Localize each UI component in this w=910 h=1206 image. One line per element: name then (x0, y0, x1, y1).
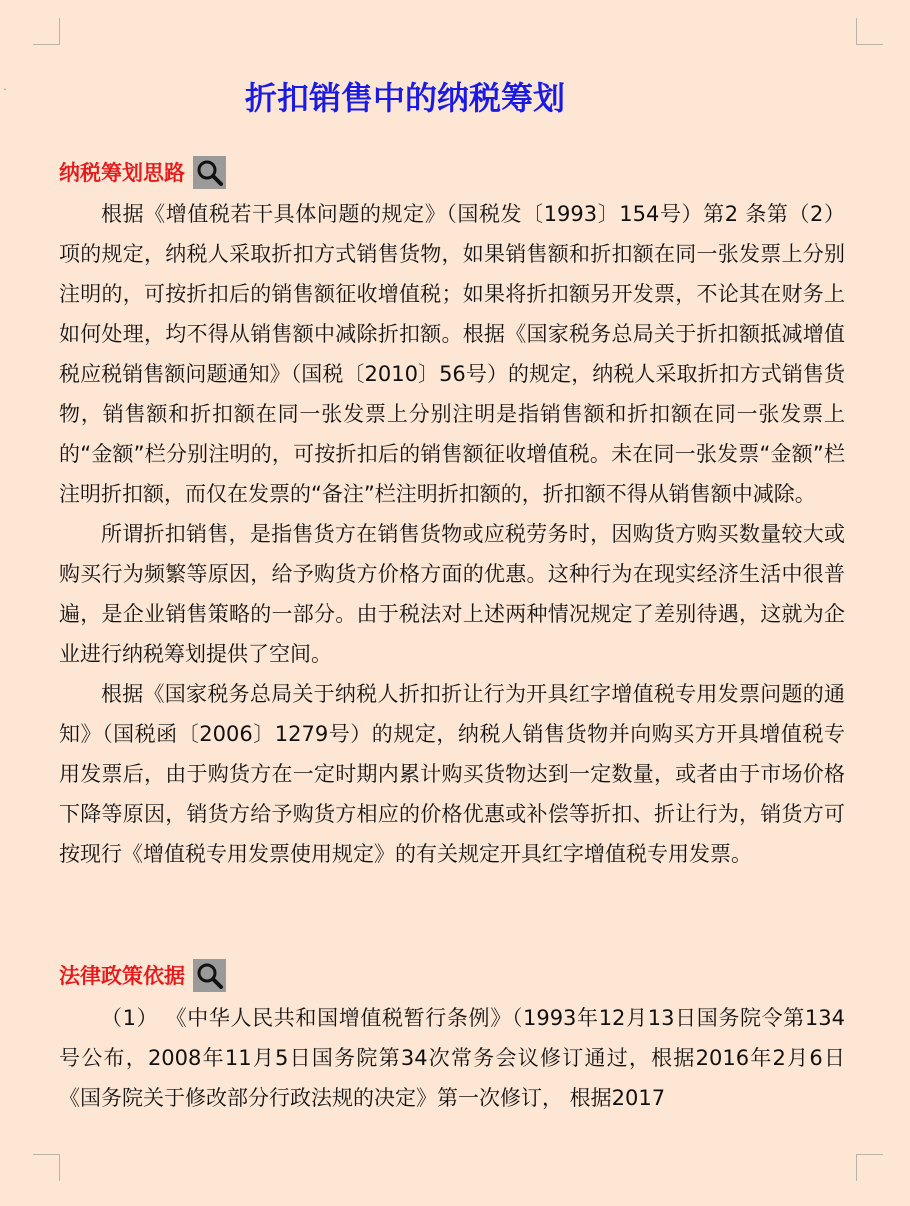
margin-mark: ˇ (3, 88, 7, 97)
paragraph: 根据《增值税若干具体问题的规定》（国税发〔1993〕154号）第2 条第（2）项的规定，纳税人采取折扣方式销售货物，如果销售额和折扣额在同一张发票上分别注明的，可按折扣后的销售额征收增值税；如果将折扣额另开发票，不论其在财务上如何处理，均不得从销售额中减除折扣额。根据《国家税务总局关于折扣额抵减增值税应税销售额问题通知》（国税〔2010〕56号）的规定，纳税人采取折扣方式销售货 物，销售额和折扣额在同一张发票上分别注明是指销售额和折扣额在同一张发票上的“金额”栏分别注明的，可按折扣后的销售额征收增值税。未在同一张发票“金额”栏注明折扣额，而仅在发票的“备注”栏注明折扣额的，折扣额不得从销售额中减除。 (59, 202, 845, 506)
section-heading-approach (59, 156, 226, 189)
paragraph: 根据《国家税务总局关于纳税人折扣折让行为开具红字增值税专用发票问题的通知》（国税函〔2006〕1279号）的规定，纳税人销售货物并向购买方开具增值税专用发票后，由于购货方在一定时期内累计购买货物达到一定数量，或者由于市场价格下降等原因，销货方给予购货方相应的价格优惠或补偿等折扣、折让行为，销货方可按现行《增值税专用发票使用规定》的有关规定开具红字增值税专用发票。 (59, 682, 845, 866)
crop-mark-top-left (33, 18, 60, 45)
section-heading-legal-basis (59, 959, 226, 992)
section-body-approach (59, 194, 845, 874)
crop-mark-top-right (856, 18, 883, 45)
section-label: 法律政策依据 (59, 963, 185, 988)
paragraph: 所谓折扣销售，是指售货方在销售货物或应税劳务时，因购货方购买数量较大或购买行为频繁等原因，给予购货方价格方面的优惠。这种行为在现实经济生活中很普遍，是企业销售策略的一部分。由于税法对上述两种情况规定了差别待遇，这就为企业进行纳税筹划提供了空间。 (59, 522, 845, 666)
crop-mark-bottom-left (33, 1154, 60, 1181)
page-title: 折扣销售中的纳税筹划 (244, 79, 565, 117)
section-body-legal-basis (59, 998, 845, 1118)
search-icon[interactable] (193, 959, 226, 992)
crop-mark-bottom-right (856, 1154, 883, 1181)
paragraph: （1） 《中华人民共和国增值税暂行条例》（1993年12月13日国务院令第134号公布，2008年11月5日国务院第34次常务会议修订通过，根据2016年2月6日《国务院关于修改部分行政法规的决定》第一次修订， 根据2017 (59, 1006, 845, 1110)
section-label: 纳税筹划思路 (59, 160, 185, 185)
search-icon[interactable] (193, 156, 226, 189)
